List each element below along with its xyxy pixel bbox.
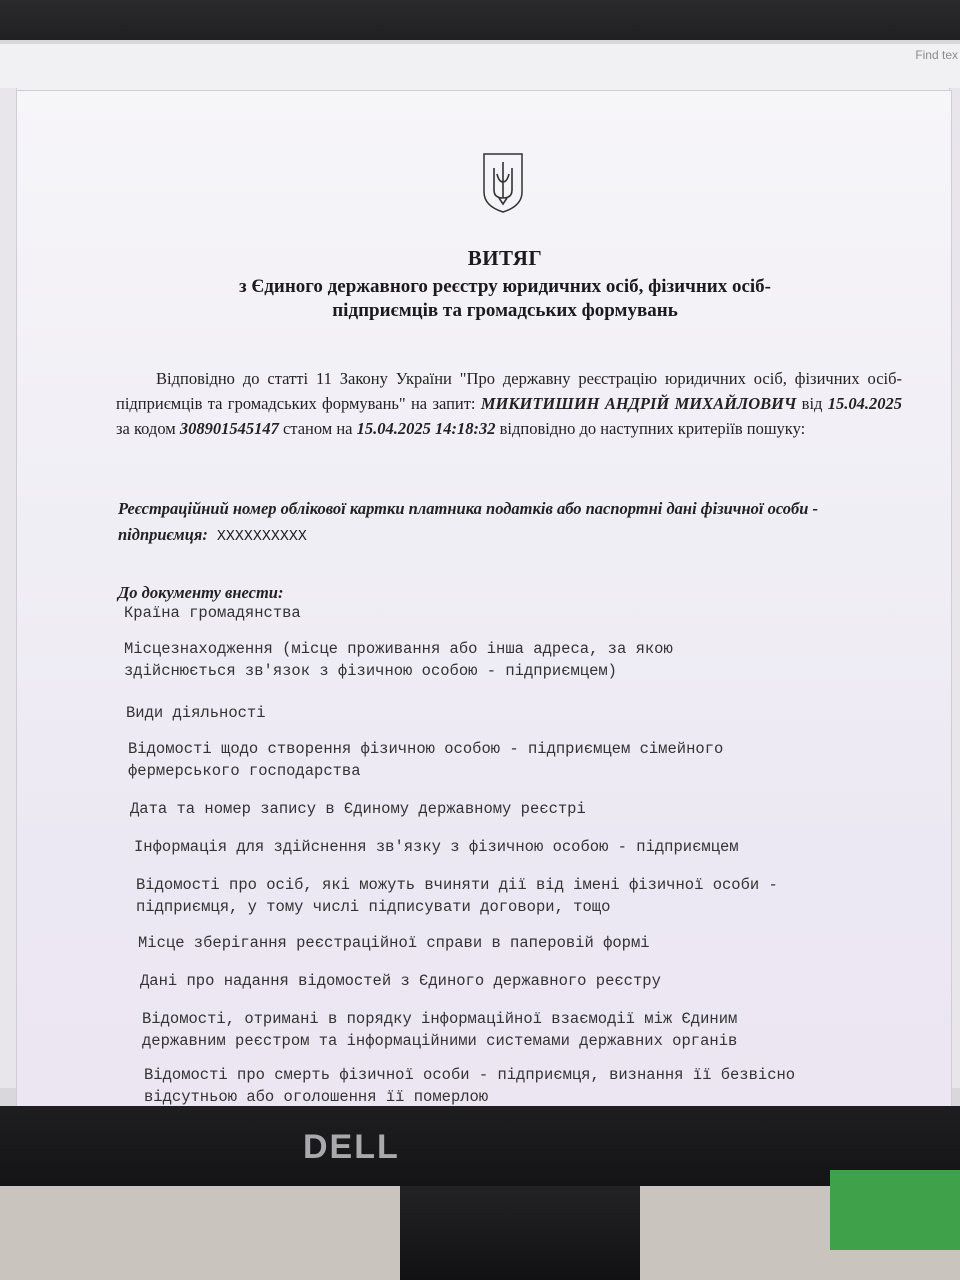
viewer-left-pane: [0, 88, 17, 1088]
request-datetime: 15.04.2025 14:18:32: [356, 419, 496, 438]
monitor-bezel-bottom: [0, 1106, 960, 1186]
include-item: Інформація для здійснення зв'язку з фізичною особою - підприємцем: [134, 838, 739, 856]
desk-object: [830, 1170, 960, 1250]
intro-paragraph: Відповідно до статті 11 Закону України "Про державну реєстрацію юридичних осіб, фізичних осіб-підприємців та громадських формувань" на запит: МИКИТИШИН АНДРІЙ МИХАЙЛОВИЧ від 15.04.2025 за кодом 308901545147 станом на 15.04.2025 14:18:32 відповідно до наступних критеріїв пошуку:: [116, 369, 902, 438]
include-item: Місце зберігання реєстраційної справи в паперовій формі: [138, 934, 650, 952]
trident-emblem-icon: [482, 152, 524, 214]
include-label: До документу внести:: [118, 583, 284, 602]
include-item: Відомості про осіб, які можуть вчиняти дії від імені фізичної особи - підприємця, у тому числі підписувати договори, тощо: [136, 876, 778, 916]
include-item: Дата та номер запису в Єдиному державному реєстрі: [130, 800, 586, 818]
include-item: Відомості про смерть фізичної особи - підприємця, визнання її безвісно відсутньою або оголошення її померлою: [144, 1066, 796, 1106]
include-item: Місцезнаходження (місце проживання або інша адреса, за якою здійснюється зв'язок з фізичною особою - підприємцем): [124, 640, 673, 680]
request-code: 308901545147: [179, 419, 279, 438]
request-date: 15.04.2025: [827, 394, 902, 413]
include-item: Види діяльності: [126, 704, 266, 722]
dell-logo: DELL: [303, 1128, 400, 1166]
document-subtitle-line2: підприємців та громадських формувань: [332, 300, 678, 321]
include-item: Дані про надання відомостей з Єдиного державного реєстру: [140, 972, 661, 990]
monitor-stand: [400, 1186, 640, 1280]
include-item: Відомості, отримані в порядку інформаційної взаємодії між Єдиним державним реєстром та інформаційними системами державних органів: [142, 1010, 738, 1050]
include-item: Відомості щодо створення фізичною особою - підприємцем сімейного фермерського господарства: [128, 740, 724, 780]
document-title: ВИТЯГ: [467, 246, 543, 270]
search-criteria: [118, 496, 908, 550]
criteria-value: XXXXXXXXXX: [207, 528, 307, 545]
find-text-field[interactable]: Find tex: [915, 48, 958, 62]
document-subtitle-line1: з Єдиного державного реєстру юридичних осіб, фізичних осіб-: [238, 276, 772, 297]
requester-name: МИКИТИШИН АНДРІЙ МИХАЙЛОВИЧ: [480, 394, 797, 413]
criteria-label: Реєстраційний номер облікової картки платника податків або паспортні дані фізичної особи - підприємця:: [118, 499, 819, 544]
include-item: Країна громадянства: [124, 604, 301, 622]
